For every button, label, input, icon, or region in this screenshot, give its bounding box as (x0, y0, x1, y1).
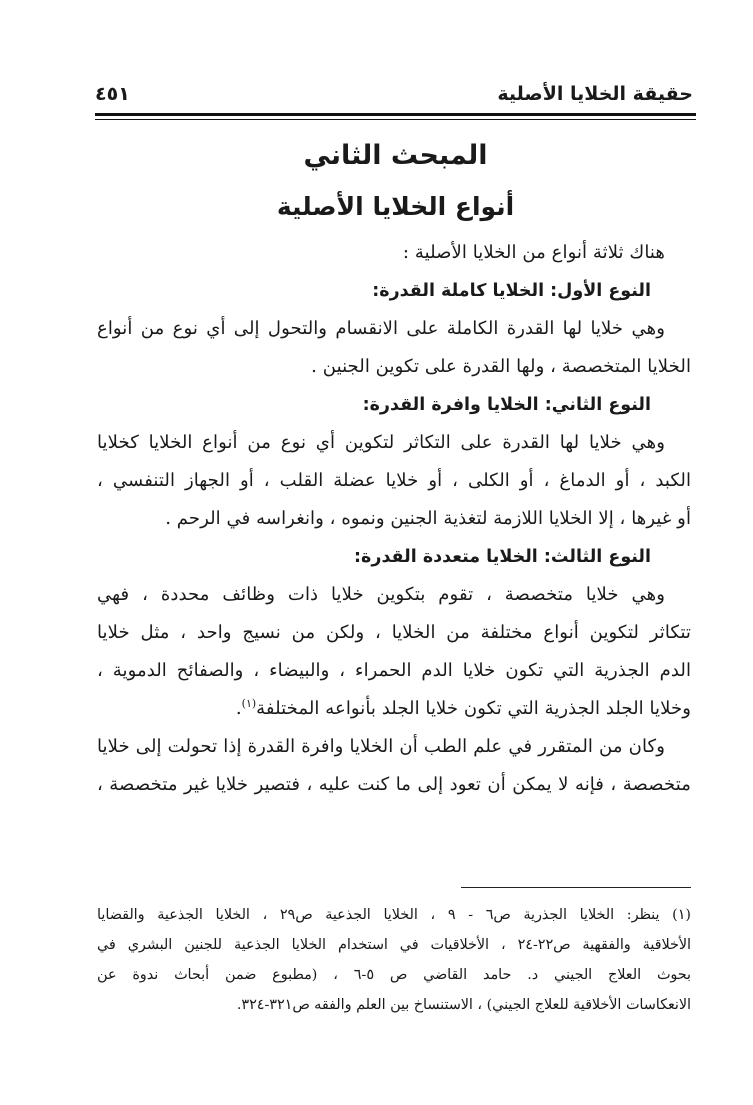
running-header (95, 78, 693, 110)
type3-line-end: . (235, 698, 242, 719)
body-text (97, 234, 691, 804)
footnote-line: (١) ينظر: الخلايا الجذرية ص٦ - ٩ ، الخلايا الجذعية ص٢٩ ، الخلايا الجذعية والقضايا (97, 907, 691, 923)
type3-line-text: وخلايا الجلد الجذرية التي تكون خلايا الجلد بأنواعه المختلفة (256, 698, 691, 719)
header-rule-thick (95, 113, 696, 116)
type1-line: وهي خلايا لها القدرة الكاملة على الانقسام والتحول إلى أي نوع من أنواع (97, 318, 665, 339)
type1-line: الخلايا المتخصصة ، ولها القدرة على تكوين الجنين . (311, 356, 691, 377)
page-number: ٤٥١ (95, 83, 130, 105)
type3-line: تتكاثر لتكوين أنواع مختلفة من الخلايا ، ولكن من نسيج واحد ، مثل خلايا (97, 622, 691, 643)
type1-heading: النوع الأول: الخلايا كاملة القدرة: (372, 281, 651, 301)
section-title: أنواع الخلايا الأصلية (276, 192, 515, 221)
type2-line: أو غيرها ، إلا الخلايا اللازمة لتغذية الجنين ونموه ، وانغراسه في الرحم . (165, 508, 691, 529)
footnote-reference[interactable]: (١) (241, 696, 257, 710)
header-rule-thin (95, 119, 696, 120)
type2-line: وهي خلايا لها القدرة على التكاثر لتكوين أي نوع من أنواع الخلايا كخلايا (97, 432, 665, 453)
closing-line: وكان من المتقرر في علم الطب أن الخلايا وافرة القدرة إذا تحولت إلى خلايا (97, 736, 665, 757)
footnote-line: الانعكاسات الأخلاقية للعلاج الجيني) ، الاستنساخ بين العلم والفقه ص٣٢١-٣٢٤. (236, 997, 691, 1013)
type3-line: وهي خلايا متخصصة ، تقوم بتكوين خلايا ذات وظائف محددة ، فهي (97, 584, 665, 605)
footnotes (97, 900, 691, 1020)
footnote-line: بحوث العلاج الجيني د. حامد القاضي ص ٥-٦ ، (مطبوع ضمن أبحاث ندوة عن (97, 967, 691, 983)
type3-heading: النوع الثالث: الخلايا متعددة القدرة: (354, 547, 651, 567)
closing-line: متخصصة ، فإنه لا يمكن أن تعود إلى ما كنت عليه ، فتصير خلايا غير متخصصة ، (97, 774, 691, 795)
footnote-line: الأخلاقية والفقهية ص٢٢-٢٤ ، الأخلاقيات في استخدام الخلايا الجذعية للجنين البشري في (97, 937, 691, 953)
type2-heading: النوع الثاني: الخلايا وافرة القدرة: (362, 395, 651, 415)
type3-line: الدم الجذرية التي تكون خلايا الدم الحمراء ، والبيضاء ، والصفائح الدموية ، (97, 660, 691, 681)
footnote-separator (461, 887, 691, 888)
type3-line-with-footnote (97, 690, 691, 728)
running-title: حقيقة الخلايا الأصلية (497, 83, 693, 105)
section-heading: المبحث الثاني (303, 140, 488, 171)
intro-line: هناك ثلاثة أنواع من الخلايا الأصلية : (402, 242, 665, 263)
type2-line: الكبد ، أو الدماغ ، أو الكلى ، أو خلايا عضلة القلب ، أو الجهاز التنفسي ، (97, 470, 691, 491)
